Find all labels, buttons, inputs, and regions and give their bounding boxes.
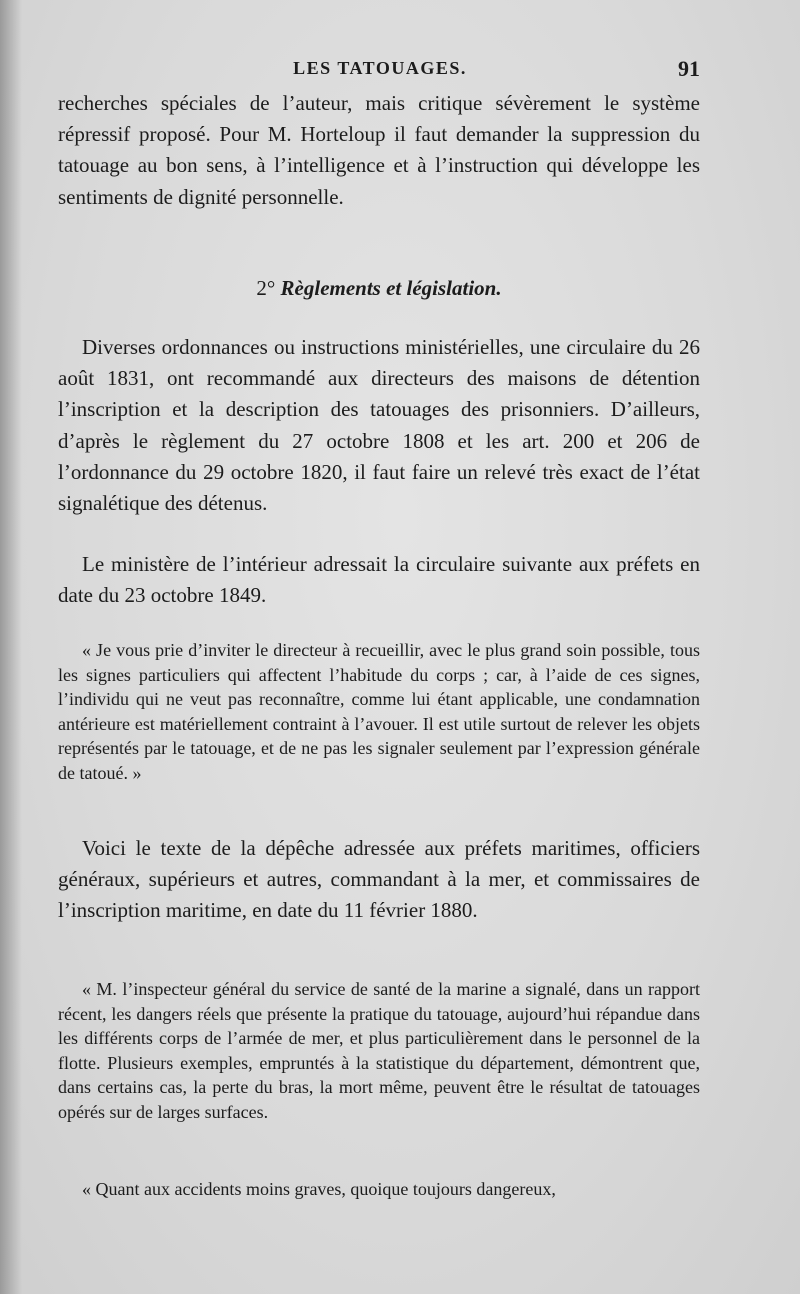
section-heading <box>58 276 700 301</box>
quote-depeche-1880: « M. l’inspecteur général du service de santé de la marine a signalé, dans un rapport récent, les dangers réels que présente la pratique du tatouage, aujourd’hui répandue dans les différents corps de l’armée de mer, et plus particulièrement dans le personnel de la flotte. Plusieurs exemples, empruntés à la statistique du département, démontrent que, dans certains cas, la perte du bras, la mort même, peuvent être le résultat de tatouages opérés sur de larges surfaces. <box>58 979 700 1122</box>
section-title: Règlements et législation. <box>280 276 502 300</box>
binding-shadow <box>0 0 22 1294</box>
quote-circulaire-1849: « Je vous prie d’inviter le directeur à recueillir, avec le plus grand soin possible, tous les signes particuliers qui affectent l’habitude du corps ; car, à l’aide de ces signes, l’individu qui ne veut pas reconnaître, comme lui étant applicable, une condamnation antérieure est matériellement contraint à l’avouer. Il est utile surtout de relever les objets représentés par le tatouage, et de ne pas les signaler seulement par l’expression générale de tatoué. » <box>58 640 700 783</box>
paragraph-depeche: Voici le texte de la dépêche adressée aux préfets maritimes, officiers généraux, supérieurs et autres, commandant à la mer, et commissaires de l’inscription maritime, en date du 11 février 1880. <box>58 836 700 923</box>
page-number: 91 <box>678 56 700 81</box>
section-number: 2° <box>256 276 276 300</box>
page-header <box>60 56 700 86</box>
quote-depeche-continued: « Quant aux accidents moins graves, quoique toujours dangereux, <box>82 1179 556 1199</box>
paragraph-circulaire: Le ministère de l’intérieur adressait la circulaire suivante aux préfets en date du 23 octobre 1849. <box>58 552 700 608</box>
running-head: LES TATOUAGES. <box>293 58 467 78</box>
paragraph-continuation: recherches spéciales de l’auteur, mais critique sévèrement le système répressif proposé. Pour M. Horteloup il faut demander la suppression du tatouage au bon sens, à l’intelligence et à l’instruction qui développe les sentiments de dignité personnelle. <box>58 91 700 209</box>
paragraph-ordonnances: Diverses ordonnances ou instructions ministérielles, une circulaire du 26 août 1831, ont recommandé aux directeurs des maisons de détention l’inscription et la description des tatouages des prisonniers. D’ailleurs, d’après le règlement du 27 octobre 1808 et les art. 200 et 206 de l’ordonnance du 29 octobre 1820, il faut faire un relevé très exact de l’état signalétique des détenus. <box>58 335 700 516</box>
